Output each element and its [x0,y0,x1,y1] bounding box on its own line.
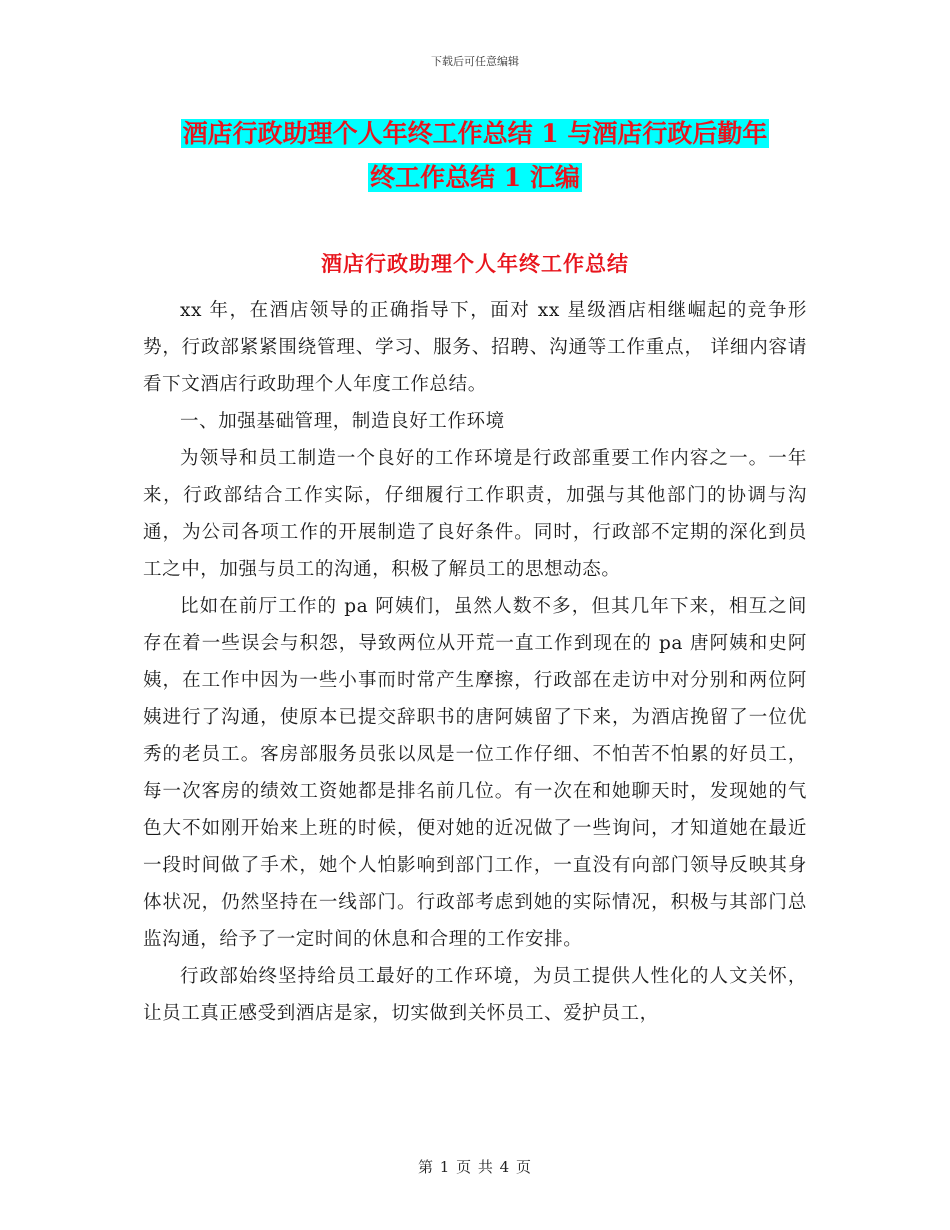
document-title [0,112,950,200]
page-footer: 第 1 页 共 4 页 [418,1158,532,1176]
document-title-line-1: 酒店行政助理个人年终工作总结 1 与酒店行政后勤年 [182,119,768,148]
paragraph-heading-1: 一、加强基础管理，制造良好工作环境 [180,411,505,432]
paragraph: 为领导和员工制造一个良好的工作环境是行政部重要工作内容之一。一年来，行政部结合工作实际，仔细履行工作职责，加强与其他部门的协调与沟通，为公司各项工作的开展制造了良好条件。同时，行政部不定期的深化到员工之中，加强与员工的沟通，积极了解员工的思想动态。 [143,448,807,580]
document-body [143,292,807,1032]
document-title-line-2: 终工作总结 1 汇编 [370,163,580,192]
paragraph-intro: xx 年，在酒店领导的正确指导下，面对 xx 星级酒店相继崛起的竞争形势，行政部紧紧围绕管理、学习、服务、招聘、沟通等工作重点， 详细内容请看下文酒店行政助理个人年度工作总结。 [143,300,807,395]
header-note: 下载后可任意编辑 [431,55,519,68]
section-title: 酒店行政助理个人年终工作总结 [321,251,629,276]
paragraph: 比如在前厅工作的 pa 阿姨们，虽然人数不多，但其几年下来，相互之间存在着一些误会与积怨，导致两位从开荒一直工作到现在的 pa 唐阿姨和史阿姨，在工作中因为一些小事而时常产生摩擦，行政部在走访中对分别和两位阿姨进行了沟通，使原本已提交辞职书的唐阿姨留了下来，为酒店挽留了一位优秀的老员工。客房部服务员张以凤是一位工作仔细、不怕苦不怕累的好员工，每一次客房的绩效工资她都是排名前几位。有一次在和她聊天时，发现她的气色大不如刚开始来上班的时候，便对她的近况做了一些询问，才知道她在最近一段时间做了手术，她个人怕影响到部门工作，一直没有向部门领导反映其身体状况，仍然坚持在一线部门。行政部考虑到她的实际情况，积极与其部门总监沟通，给予了一定时间的休息和合理的工作安排。 [143,596,807,950]
paragraph: 行政部始终坚持给员工最好的工作环境，为员工提供人性化的人文关怀，让员工真正感受到酒店是家，切实做到关怀员工、爱护员工， [143,966,807,1024]
